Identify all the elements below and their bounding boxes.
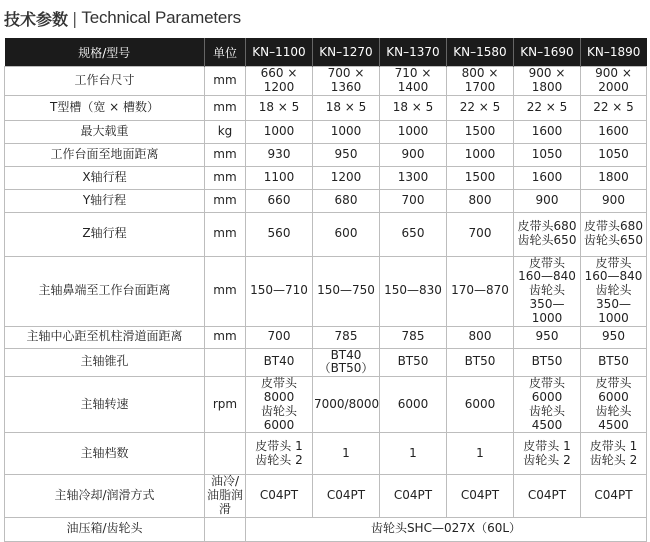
value-cell: 7000/8000 bbox=[313, 377, 380, 433]
value-cell: 785 bbox=[380, 326, 447, 348]
header-model: KN–1690 bbox=[514, 38, 581, 67]
value-cell: 650 bbox=[380, 212, 447, 256]
cell-line: 皮带头6000 bbox=[528, 376, 565, 404]
table-row bbox=[5, 143, 647, 166]
row-label: T型槽（宽 × 槽数） bbox=[5, 95, 205, 120]
value-cell: 1500 bbox=[447, 166, 514, 189]
cell-line: 齿轮头 bbox=[528, 283, 565, 298]
row-label: Z轴行程 bbox=[5, 212, 205, 256]
value-cell: 800 bbox=[447, 189, 514, 212]
row-label: 工作台面至地面距离 bbox=[5, 143, 205, 166]
row-unit bbox=[205, 433, 246, 475]
value-cell: 950 bbox=[581, 326, 647, 348]
row-unit: mm bbox=[205, 256, 246, 326]
row-unit: rpm bbox=[205, 377, 246, 433]
cell-line: 皮带头 bbox=[528, 255, 565, 270]
table-body bbox=[5, 67, 647, 542]
row-label: 油压箱/齿轮头 bbox=[5, 517, 205, 541]
value-cell: 700 bbox=[246, 326, 313, 348]
value-cell: 150—750 bbox=[313, 256, 380, 326]
row-unit: mm bbox=[205, 143, 246, 166]
row-label: 工作台尺寸 bbox=[5, 67, 205, 96]
section-title bbox=[4, 4, 241, 32]
header-model: KN–1890 bbox=[581, 38, 647, 67]
value-cell: 950 bbox=[313, 143, 380, 166]
value-cell bbox=[514, 433, 581, 475]
value-cell bbox=[246, 377, 313, 433]
value-cell: 700 bbox=[447, 212, 514, 256]
table-row bbox=[5, 67, 647, 96]
value-cell: 1 bbox=[447, 433, 514, 475]
title-separator: | bbox=[72, 8, 78, 28]
value-cell: BT50 bbox=[514, 348, 581, 377]
value-cell: 660 bbox=[246, 189, 313, 212]
value-cell: 900 bbox=[380, 143, 447, 166]
value-cell: C04PT bbox=[313, 475, 380, 517]
row-label: Y轴行程 bbox=[5, 189, 205, 212]
header-model: KN–1370 bbox=[380, 38, 447, 67]
value-cell: 1000 bbox=[313, 120, 380, 143]
value-cell: BT50 bbox=[581, 348, 647, 377]
value-cell bbox=[514, 377, 581, 433]
value-cell: 900 bbox=[581, 189, 647, 212]
header-model: KN–1100 bbox=[246, 38, 313, 67]
value-cell: 1050 bbox=[514, 143, 581, 166]
value-cell: 1600 bbox=[514, 166, 581, 189]
value-cell: 1100 bbox=[246, 166, 313, 189]
cell-line: 皮带头 1 bbox=[255, 439, 303, 454]
cell-line: 皮带头 1 bbox=[523, 439, 571, 454]
cell-line: 160—840 bbox=[584, 269, 643, 284]
row-label: 主轴档数 bbox=[5, 433, 205, 475]
header-model: KN–1580 bbox=[447, 38, 514, 67]
row-unit: mm bbox=[205, 95, 246, 120]
value-cell: 1600 bbox=[581, 120, 647, 143]
value-cell: 18 × 5 bbox=[313, 95, 380, 120]
value-cell: C04PT bbox=[514, 475, 581, 517]
value-cell: 800 bbox=[447, 326, 514, 348]
value-cell: 660 × 1200 bbox=[246, 67, 313, 96]
cell-line: 齿轮头6000 bbox=[260, 403, 297, 432]
value-cell: 1 bbox=[380, 433, 447, 475]
value-cell: 700 bbox=[380, 189, 447, 212]
row-label: 主轴转速 bbox=[5, 377, 205, 433]
value-cell bbox=[581, 212, 647, 256]
table-row bbox=[5, 189, 647, 212]
value-cell: C04PT bbox=[447, 475, 514, 517]
cell-line: 齿轮头 2 bbox=[589, 452, 638, 467]
value-cell: BT40（BT50） bbox=[313, 348, 380, 377]
cell-line: 齿轮头4500 bbox=[528, 403, 565, 432]
cell-line: 350—1000 bbox=[529, 296, 565, 325]
row-unit bbox=[205, 475, 246, 517]
value-cell: 600 bbox=[313, 212, 380, 256]
row-unit: mm bbox=[205, 67, 246, 96]
value-cell: 1000 bbox=[380, 120, 447, 143]
value-cell: 560 bbox=[246, 212, 313, 256]
value-cell: 1200 bbox=[313, 166, 380, 189]
table-row bbox=[5, 326, 647, 348]
header-model: KN–1270 bbox=[313, 38, 380, 67]
value-cell: BT50 bbox=[447, 348, 514, 377]
row-unit bbox=[205, 517, 246, 541]
value-cell: 150—830 bbox=[380, 256, 447, 326]
value-cell bbox=[514, 212, 581, 256]
header-spec: 规格/型号 bbox=[5, 38, 205, 67]
value-cell: 710 × 1400 bbox=[380, 67, 447, 96]
value-cell: 18 × 5 bbox=[380, 95, 447, 120]
value-cell: 900 × 1800 bbox=[514, 67, 581, 96]
row-unit: mm bbox=[205, 189, 246, 212]
row-label: 主轴中心距至机柱滑道面距离 bbox=[5, 326, 205, 348]
cell-line: 齿轮头4500 bbox=[595, 403, 632, 432]
cell-line: 皮带头680 bbox=[517, 219, 577, 234]
value-cell: 1500 bbox=[447, 120, 514, 143]
cell-line: 齿轮头 2 bbox=[255, 452, 303, 467]
value-cell: 785 bbox=[313, 326, 380, 348]
cell-line: 齿轮头650 bbox=[517, 233, 577, 248]
value-cell bbox=[246, 433, 313, 475]
row-label: 主轴锥孔 bbox=[5, 348, 205, 377]
table-header-row bbox=[5, 38, 647, 67]
value-cell bbox=[514, 256, 581, 326]
table-row bbox=[5, 212, 647, 256]
value-cell: 22 × 5 bbox=[514, 95, 581, 120]
value-cell: 1050 bbox=[581, 143, 647, 166]
cell-line: 油冷/ bbox=[210, 474, 240, 489]
table-row bbox=[5, 95, 647, 120]
value-cell: 18 × 5 bbox=[246, 95, 313, 120]
cell-line: 350—1000 bbox=[596, 296, 631, 325]
value-cell: C04PT bbox=[380, 475, 447, 517]
value-cell: 1300 bbox=[380, 166, 447, 189]
value-cell: 6000 bbox=[380, 377, 447, 433]
header-unit: 单位 bbox=[205, 38, 246, 67]
merged-value-cell: 齿轮头SHC—027X（60L） bbox=[246, 517, 647, 541]
value-cell: 930 bbox=[246, 143, 313, 166]
value-cell: 1000 bbox=[447, 143, 514, 166]
cell-line: 油脂润滑 bbox=[206, 488, 243, 516]
spec-table bbox=[4, 38, 647, 542]
cell-line: 齿轮头 bbox=[595, 283, 632, 298]
value-cell bbox=[581, 256, 647, 326]
table-row bbox=[5, 377, 647, 433]
row-label: X轴行程 bbox=[5, 166, 205, 189]
table-row bbox=[5, 433, 647, 475]
value-cell bbox=[581, 377, 647, 433]
value-cell: 900 bbox=[514, 189, 581, 212]
table-row bbox=[5, 256, 647, 326]
row-unit: mm bbox=[205, 326, 246, 348]
value-cell: 950 bbox=[514, 326, 581, 348]
value-cell: C04PT bbox=[246, 475, 313, 517]
value-cell: 22 × 5 bbox=[581, 95, 647, 120]
value-cell bbox=[581, 433, 647, 475]
table-row bbox=[5, 166, 647, 189]
value-cell: 150—710 bbox=[246, 256, 313, 326]
value-cell: 1 bbox=[313, 433, 380, 475]
cell-line: 皮带头6000 bbox=[595, 376, 632, 404]
value-cell: 1600 bbox=[514, 120, 581, 143]
value-cell: 1800 bbox=[581, 166, 647, 189]
value-cell: BT40 bbox=[246, 348, 313, 377]
cell-line: 齿轮头650 bbox=[584, 233, 643, 248]
value-cell: BT50 bbox=[380, 348, 447, 377]
cell-line: 齿轮头 2 bbox=[523, 452, 571, 467]
value-cell: 900 × 2000 bbox=[581, 67, 647, 96]
cell-line: 皮带头680 bbox=[584, 219, 643, 234]
table-row bbox=[5, 475, 647, 517]
row-unit bbox=[205, 348, 246, 377]
value-cell: 1000 bbox=[246, 120, 313, 143]
value-cell: 800 × 1700 bbox=[447, 67, 514, 96]
cell-line: 皮带头 bbox=[595, 255, 632, 270]
cell-line: 160—840 bbox=[518, 269, 576, 284]
row-unit: mm bbox=[205, 166, 246, 189]
row-label: 最大载重 bbox=[5, 120, 205, 143]
value-cell: 680 bbox=[313, 189, 380, 212]
row-label: 主轴鼻端至工作台面距离 bbox=[5, 256, 205, 326]
title-english: Technical Parameters bbox=[81, 8, 241, 27]
table-row bbox=[5, 517, 647, 541]
row-unit: mm bbox=[205, 212, 246, 256]
cell-line: 皮带头8000 bbox=[260, 376, 297, 404]
row-label: 主轴冷却/润滑方式 bbox=[5, 475, 205, 517]
table-row bbox=[5, 120, 647, 143]
cell-line: 皮带头 1 bbox=[589, 439, 638, 454]
value-cell: C04PT bbox=[581, 475, 647, 517]
value-cell: 6000 bbox=[447, 377, 514, 433]
value-cell: 170—870 bbox=[447, 256, 514, 326]
value-cell: 22 × 5 bbox=[447, 95, 514, 120]
table-row bbox=[5, 348, 647, 377]
row-unit: kg bbox=[205, 120, 246, 143]
value-cell: 700 × 1360 bbox=[313, 67, 380, 96]
title-chinese: 技术参数 bbox=[4, 9, 69, 29]
